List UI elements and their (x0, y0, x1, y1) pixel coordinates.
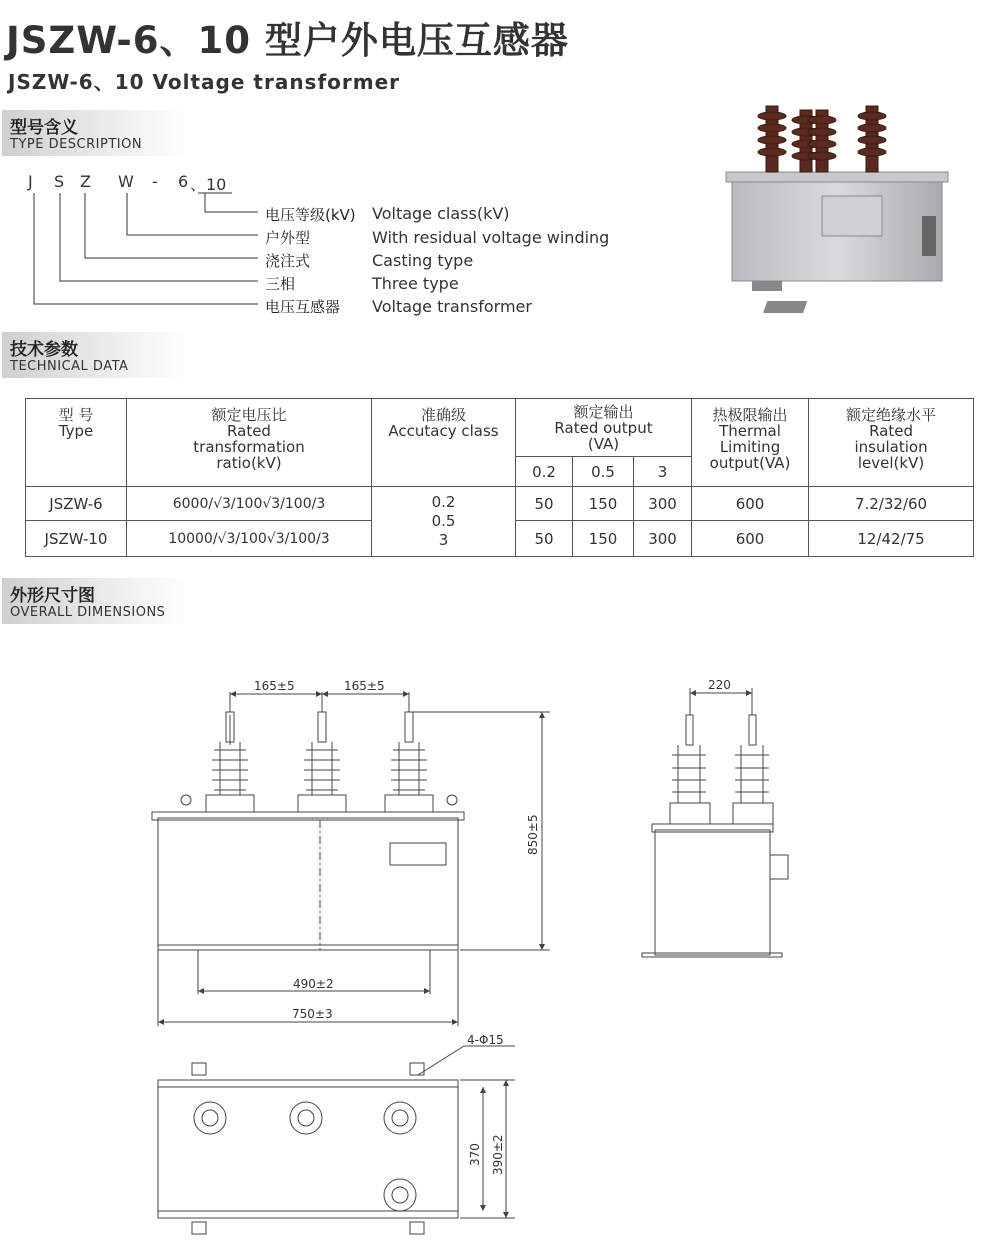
dim-spacing-2: 165±5 (344, 679, 385, 693)
cell-output-05: 150 (573, 487, 634, 521)
def-outdoor-en: With residual voltage winding (372, 228, 610, 247)
cell-output-02: 50 (516, 521, 573, 557)
cell-ratio: 6000/√3/100√3/100/3 (127, 487, 372, 521)
technical-data-title-en: TECHNICAL DATA (10, 359, 129, 374)
def-voltage-class-cn: 电压等级(kV) (265, 206, 356, 224)
code-letter-s: S (54, 172, 65, 191)
def-three-phase-en: Three type (372, 274, 459, 293)
cell-insulation: 7.2/32/60 (809, 487, 974, 521)
type-description-title-en: TYPE DESCRIPTION (10, 137, 143, 152)
def-voltage-class-en: Voltage class(kV) (372, 204, 510, 223)
header-ratio: 额定电压比 Rated transformation ratio(kV) (127, 399, 372, 487)
bushing-right (385, 712, 433, 812)
side-view (642, 688, 788, 957)
technical-data-title-cn: 技术参数 (10, 340, 78, 360)
def-vt-en: Voltage transformer (372, 297, 532, 316)
header-accuracy: 准确级 Accutacy class (372, 399, 516, 487)
def-three-phase-cn: 三相 (265, 275, 296, 293)
cell-insulation: 12/42/75 (809, 521, 974, 557)
cell-type: JSZW-6 (26, 487, 127, 521)
header-type: 型 号 Type (26, 399, 127, 487)
dimensions-title-en: OVERALL DIMENSIONS (10, 605, 166, 620)
def-outdoor-cn: 户外型 (265, 229, 311, 247)
code-letter-6: 6 (178, 172, 189, 191)
type-description-title-cn: 型号含义 (10, 118, 78, 138)
dim-depth-outer: 390±2 (491, 1134, 505, 1175)
header-output-3: 3 (634, 457, 692, 487)
dim-holes: 4-Φ15 (467, 1033, 504, 1047)
dim-height: 850±5 (526, 814, 540, 855)
code-letter-10: 、10 (190, 175, 227, 194)
bushing-left (206, 712, 254, 812)
page-title: JSZW-6、10 型户外电压互感器 (6, 19, 569, 62)
cell-output-02: 50 (516, 487, 573, 521)
top-view (158, 1046, 515, 1234)
def-casting-cn: 浇注式 (265, 252, 311, 270)
header-insulation: 额定绝缘水平 Rated insulation level(kV) (809, 399, 974, 487)
code-letter-w: W (118, 172, 134, 191)
dim-depth-inner: 370 (468, 1143, 482, 1166)
cell-output-3: 300 (634, 521, 692, 557)
dim-side-spacing: 220 (708, 678, 731, 692)
header-rated-output: 额定输出 Rated output (VA) (516, 399, 692, 457)
cell-thermal: 600 (692, 521, 809, 557)
code-dash: - (152, 172, 158, 191)
cell-ratio: 10000/√3/100√3/100/3 (127, 521, 372, 557)
dim-spacing-1: 165±5 (254, 679, 295, 693)
bushing-middle (298, 712, 346, 812)
def-casting-en: Casting type (372, 251, 474, 270)
dim-base-mount: 490±2 (293, 977, 334, 991)
page-subtitle: JSZW-6、10 Voltage transformer (8, 70, 401, 94)
cell-accuracy-classes: 0.2 0.5 3 (372, 487, 516, 557)
front-view (152, 692, 550, 1026)
cell-thermal: 600 (692, 487, 809, 521)
def-vt-cn: 电压互感器 (265, 298, 341, 316)
cell-output-3: 300 (634, 487, 692, 521)
header-output-02: 0.2 (516, 457, 573, 487)
code-letter-z: Z (80, 172, 91, 191)
code-letter-j: J (28, 172, 33, 191)
cell-output-05: 150 (573, 521, 634, 557)
cell-type: JSZW-10 (26, 521, 127, 557)
dim-overall-width: 750±3 (292, 1007, 333, 1021)
dimensions-title-cn: 外形尺寸图 (10, 586, 95, 606)
header-output-05: 0.5 (573, 457, 634, 487)
header-thermal: 热极限输出 Thermal Limiting output(VA) (692, 399, 809, 487)
